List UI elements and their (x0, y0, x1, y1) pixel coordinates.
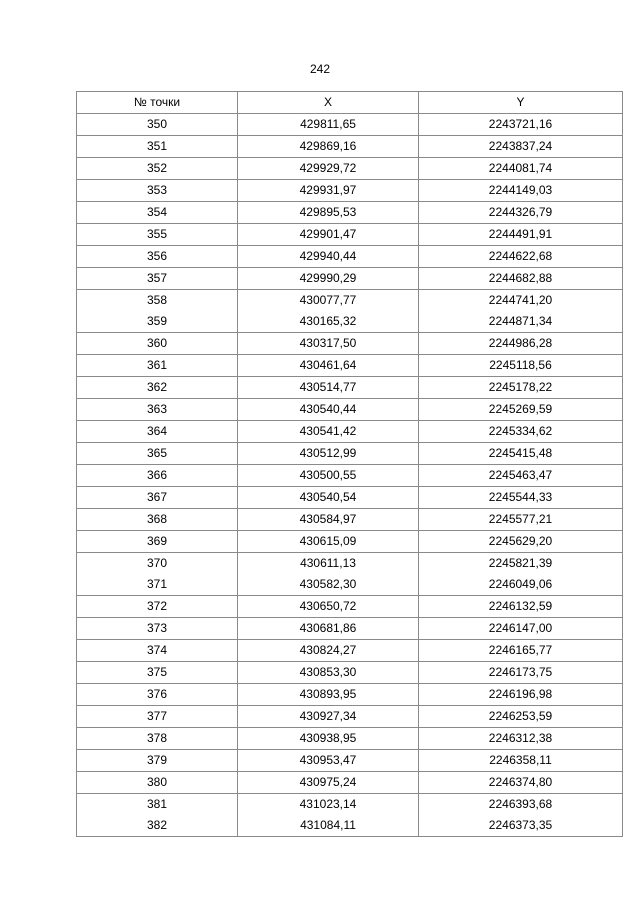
table-row (77, 750, 623, 772)
table-header-row (77, 92, 623, 114)
cell-y: 2245629,20 (419, 531, 623, 553)
cell-x: 431084,11 (238, 815, 419, 837)
cell-x: 430953,47 (238, 750, 419, 772)
table-row (77, 662, 623, 684)
table-row (77, 180, 623, 202)
cell-x: 429929,72 (238, 158, 419, 180)
table-row (77, 465, 623, 487)
cell-x: 430611,13 (238, 553, 419, 575)
table-row (77, 574, 623, 596)
cell-point-number: 364 (77, 421, 238, 443)
column-header-x: X (238, 92, 419, 114)
cell-point-number: 380 (77, 772, 238, 794)
cell-x: 430540,54 (238, 487, 419, 509)
cell-y: 2245178,22 (419, 377, 623, 399)
cell-point-number: 367 (77, 487, 238, 509)
table-row (77, 531, 623, 553)
cell-y: 2243837,24 (419, 136, 623, 158)
cell-point-number: 381 (77, 794, 238, 816)
cell-x: 430541,42 (238, 421, 419, 443)
cell-y: 2244622,68 (419, 246, 623, 268)
cell-x: 429901,47 (238, 224, 419, 246)
table-row (77, 333, 623, 355)
table-row (77, 443, 623, 465)
cell-y: 2246165,77 (419, 640, 623, 662)
table-row (77, 377, 623, 399)
table-row (77, 268, 623, 290)
cell-x: 430927,34 (238, 706, 419, 728)
cell-y: 2245463,47 (419, 465, 623, 487)
table-row (77, 114, 623, 136)
table-row (77, 772, 623, 794)
table-row (77, 596, 623, 618)
cell-point-number: 378 (77, 728, 238, 750)
cell-x: 430853,30 (238, 662, 419, 684)
cell-x: 429811,65 (238, 114, 419, 136)
cell-y: 2246373,35 (419, 815, 623, 837)
cell-y: 2244326,79 (419, 202, 623, 224)
cell-y: 2244081,74 (419, 158, 623, 180)
cell-y: 2246049,06 (419, 574, 623, 596)
cell-point-number: 361 (77, 355, 238, 377)
coordinates-table (76, 91, 623, 837)
table-row (77, 640, 623, 662)
cell-y: 2245269,59 (419, 399, 623, 421)
cell-point-number: 356 (77, 246, 238, 268)
table-row (77, 355, 623, 377)
column-header-y: Y (419, 92, 623, 114)
cell-point-number: 362 (77, 377, 238, 399)
cell-point-number: 359 (77, 311, 238, 333)
cell-y: 2245118,56 (419, 355, 623, 377)
cell-point-number: 371 (77, 574, 238, 596)
cell-x: 430824,27 (238, 640, 419, 662)
table-row (77, 202, 623, 224)
table-row (77, 246, 623, 268)
cell-x: 430893,95 (238, 684, 419, 706)
table-row (77, 794, 623, 816)
cell-x: 430317,50 (238, 333, 419, 355)
cell-y: 2246358,11 (419, 750, 623, 772)
cell-point-number: 366 (77, 465, 238, 487)
cell-point-number: 360 (77, 333, 238, 355)
table-row (77, 158, 623, 180)
table-row (77, 399, 623, 421)
cell-y: 2245821,39 (419, 553, 623, 575)
table-row (77, 728, 623, 750)
cell-point-number: 369 (77, 531, 238, 553)
cell-x: 430975,24 (238, 772, 419, 794)
cell-point-number: 351 (77, 136, 238, 158)
cell-point-number: 355 (77, 224, 238, 246)
cell-y: 2245577,21 (419, 509, 623, 531)
cell-point-number: 363 (77, 399, 238, 421)
cell-point-number: 373 (77, 618, 238, 640)
cell-y: 2244741,20 (419, 290, 623, 312)
cell-point-number: 375 (77, 662, 238, 684)
table-row (77, 706, 623, 728)
cell-point-number: 376 (77, 684, 238, 706)
cell-y: 2245544,33 (419, 487, 623, 509)
page-number: 242 (309, 62, 331, 76)
cell-x: 430077,77 (238, 290, 419, 312)
cell-x: 430461,64 (238, 355, 419, 377)
cell-y: 2243721,16 (419, 114, 623, 136)
table-row (77, 290, 623, 312)
cell-x: 430584,97 (238, 509, 419, 531)
cell-y: 2246132,59 (419, 596, 623, 618)
cell-y: 2246196,98 (419, 684, 623, 706)
cell-point-number: 357 (77, 268, 238, 290)
cell-x: 430512,99 (238, 443, 419, 465)
cell-y: 2245415,48 (419, 443, 623, 465)
cell-x: 429931,97 (238, 180, 419, 202)
cell-point-number: 382 (77, 815, 238, 837)
cell-point-number: 352 (77, 158, 238, 180)
table-row (77, 136, 623, 158)
table-row (77, 311, 623, 333)
cell-x: 430615,09 (238, 531, 419, 553)
cell-point-number: 372 (77, 596, 238, 618)
table-body (77, 114, 623, 837)
cell-x: 430514,77 (238, 377, 419, 399)
cell-x: 429990,29 (238, 268, 419, 290)
table-row (77, 509, 623, 531)
table-row (77, 684, 623, 706)
cell-x: 429895,53 (238, 202, 419, 224)
cell-y: 2244986,28 (419, 333, 623, 355)
cell-point-number: 374 (77, 640, 238, 662)
cell-point-number: 358 (77, 290, 238, 312)
cell-x: 430540,44 (238, 399, 419, 421)
table-row (77, 487, 623, 509)
cell-point-number: 353 (77, 180, 238, 202)
cell-point-number: 379 (77, 750, 238, 772)
cell-x: 429940,44 (238, 246, 419, 268)
cell-x: 431023,14 (238, 794, 419, 816)
cell-y: 2244149,03 (419, 180, 623, 202)
cell-point-number: 350 (77, 114, 238, 136)
cell-x: 430165,32 (238, 311, 419, 333)
cell-x: 430582,30 (238, 574, 419, 596)
cell-x: 430938,95 (238, 728, 419, 750)
cell-y: 2244871,34 (419, 311, 623, 333)
table-row (77, 618, 623, 640)
column-header-point-number: № точки (77, 92, 238, 114)
table-row (77, 224, 623, 246)
table-row (77, 815, 623, 837)
table-row (77, 421, 623, 443)
cell-y: 2245334,62 (419, 421, 623, 443)
cell-point-number: 377 (77, 706, 238, 728)
cell-y: 2246393,68 (419, 794, 623, 816)
cell-x: 429869,16 (238, 136, 419, 158)
cell-point-number: 354 (77, 202, 238, 224)
cell-point-number: 365 (77, 443, 238, 465)
cell-point-number: 370 (77, 553, 238, 575)
cell-point-number: 368 (77, 509, 238, 531)
cell-y: 2246374,80 (419, 772, 623, 794)
cell-x: 430650,72 (238, 596, 419, 618)
cell-x: 430681,86 (238, 618, 419, 640)
cell-y: 2244491,91 (419, 224, 623, 246)
cell-y: 2246173,75 (419, 662, 623, 684)
table-row (77, 553, 623, 575)
cell-y: 2246312,38 (419, 728, 623, 750)
cell-y: 2246253,59 (419, 706, 623, 728)
cell-x: 430500,55 (238, 465, 419, 487)
cell-y: 2244682,88 (419, 268, 623, 290)
cell-y: 2246147,00 (419, 618, 623, 640)
